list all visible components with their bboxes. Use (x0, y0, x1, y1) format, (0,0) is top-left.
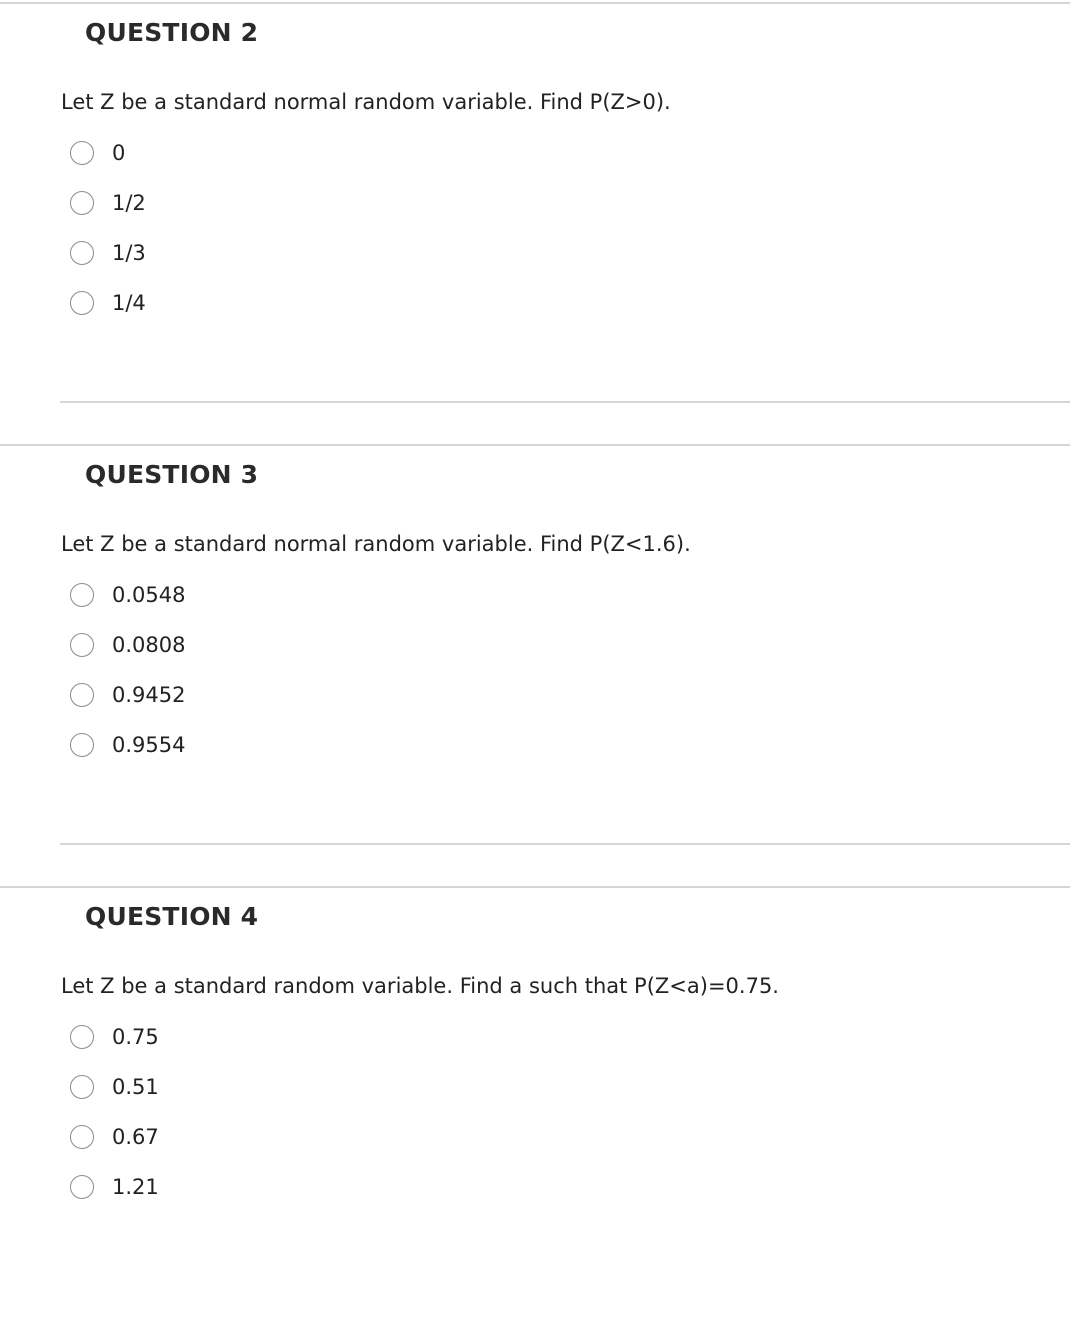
answer-option[interactable] (70, 137, 125, 169)
radio-button[interactable] (70, 1125, 94, 1149)
answer-option-label: 1/4 (112, 291, 146, 315)
question-text: Let Z be a standard random variable. Find a such that P(Z<a)=0.75. (61, 974, 779, 998)
radio-button[interactable] (70, 733, 94, 757)
answer-option-label: 0.51 (112, 1075, 159, 1099)
answer-option[interactable] (70, 1021, 159, 1053)
question-text: Let Z be a standard normal random variable. Find P(Z>0). (61, 90, 671, 114)
answer-option-label: 0.67 (112, 1125, 159, 1149)
question-block-2 (0, 0, 1070, 442)
divider (0, 886, 1070, 888)
answer-option-label: 1/2 (112, 191, 146, 215)
answer-option[interactable] (70, 1121, 159, 1153)
radio-button[interactable] (70, 583, 94, 607)
answer-option-label: 1.21 (112, 1175, 159, 1199)
radio-button[interactable] (70, 633, 94, 657)
answer-option[interactable] (70, 1071, 159, 1103)
radio-button[interactable] (70, 1075, 94, 1099)
answer-option[interactable] (70, 237, 146, 269)
divider (0, 444, 1070, 446)
answer-option-label: 1/3 (112, 241, 146, 265)
radio-button[interactable] (70, 141, 94, 165)
divider (60, 401, 1070, 403)
radio-button[interactable] (70, 1175, 94, 1199)
answer-option-label: 0.0808 (112, 633, 186, 657)
divider (60, 843, 1070, 845)
answer-option-label: 0.75 (112, 1025, 159, 1049)
answer-option[interactable] (70, 1171, 159, 1203)
answer-option[interactable] (70, 287, 146, 319)
question-block-4 (0, 884, 1070, 1326)
question-title: QUESTION 2 (85, 18, 259, 47)
question-title: QUESTION 3 (85, 460, 259, 489)
divider (0, 2, 1070, 4)
radio-button[interactable] (70, 241, 94, 265)
answer-option-label: 0.9554 (112, 733, 186, 757)
answer-option-label: 0.0548 (112, 583, 186, 607)
radio-button[interactable] (70, 291, 94, 315)
question-text: Let Z be a standard normal random variable. Find P(Z<1.6). (61, 532, 691, 556)
answer-option[interactable] (70, 187, 146, 219)
radio-button[interactable] (70, 1025, 94, 1049)
question-block-3 (0, 442, 1070, 884)
answer-option[interactable] (70, 679, 185, 711)
radio-button[interactable] (70, 683, 94, 707)
question-title: QUESTION 4 (85, 902, 259, 931)
answer-option-label: 0.9452 (112, 683, 186, 707)
radio-button[interactable] (70, 191, 94, 215)
answer-option[interactable] (70, 629, 185, 661)
answer-option[interactable] (70, 579, 185, 611)
answer-option-label: 0 (112, 141, 126, 165)
answer-option[interactable] (70, 729, 185, 761)
